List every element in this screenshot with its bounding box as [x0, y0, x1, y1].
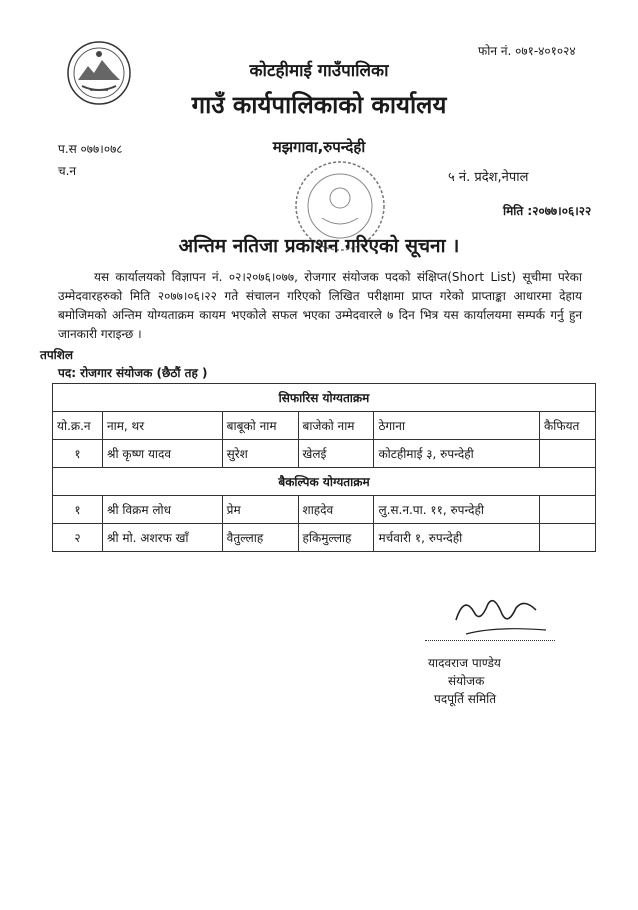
handwritten-signature-icon	[446, 590, 556, 645]
row-number: १	[53, 496, 103, 524]
remarks	[540, 440, 596, 468]
office-title: गाउँ कार्यपालिकाको कार्यालय	[191, 91, 447, 119]
reference-number: प.स ०७७।०७८	[58, 142, 123, 156]
signer-role: संयोजक	[448, 674, 485, 688]
column-header: यो.क्र.न	[53, 412, 103, 440]
address: मर्चवारी १, रुपन्देही	[374, 524, 540, 552]
signature-line	[425, 640, 555, 641]
notice-date: मिति :२०७७।०६।२२	[503, 204, 592, 218]
remarks	[540, 496, 596, 524]
table-row	[53, 496, 596, 524]
father-name: वैतुल्लाह	[222, 524, 298, 552]
remarks	[540, 524, 596, 552]
province: ५ नं. प्रदेश,नेपाल	[448, 170, 529, 185]
grandfather-name: हकिमुल्लाह	[298, 524, 374, 552]
father-name: प्रेम	[222, 496, 298, 524]
column-header: ठेगाना	[374, 412, 540, 440]
table-row	[53, 440, 596, 468]
office-name: कोटहीमाई गाउँपालिका	[249, 61, 389, 81]
column-header: नाम, थर	[102, 412, 222, 440]
details-label: तपशिल	[40, 348, 74, 362]
signer-name: यादवराज पाण्डेय	[428, 656, 501, 670]
committee-name: पदपूर्ति समिति	[434, 692, 497, 706]
alternate-heading: बैकल्पिक योग्यताक्रम	[53, 468, 596, 496]
row-number: १	[53, 440, 103, 468]
table-header-row	[53, 412, 596, 440]
notice-body: यस कार्यालयको विज्ञापन नं. ०२।२०७६।०७७, रोजगार संयोजक पदको संक्षिप्त(Short List) सूचीमा परेका उम्मेदवारहरुको मिति २०७७।०६।२२ गते संचालन गरिएको लिखित परीक्षामा प्राप्त गरेको प्राप्ताङ्का आधारमा देहाय बमोजिमको अन्तिम योग्यताक्रम कायम भएकोले सफल भएका उम्मेदवारले ७ दिन भित्र यस कार्यालयमा सम्पर्क गर्नु हुन जानकारी गराइन्छ ।	[58, 270, 582, 341]
alternate-heading-row	[53, 468, 596, 496]
column-header: बाजेको नाम	[298, 412, 374, 440]
grandfather-name: खेलई	[298, 440, 374, 468]
recommended-heading-row	[53, 384, 596, 412]
candidate-name: श्री मो. अशरफ खाँ	[102, 524, 222, 552]
notice-title: अन्तिम नतिजा प्रकाशन गरिएको सूचना ।	[178, 235, 460, 257]
row-number: २	[53, 524, 103, 552]
table-row	[53, 524, 596, 552]
column-header: बाबूको नाम	[222, 412, 298, 440]
address: लु.स.न.पा. ११, रुपन्देही	[374, 496, 540, 524]
grandfather-name: शाहदेव	[298, 496, 374, 524]
recommended-heading: सिफारिस योग्यताक्रम	[53, 384, 596, 412]
father-name: सुरेश	[222, 440, 298, 468]
result-table	[52, 383, 596, 552]
candidate-name: श्री कृष्ण यादव	[102, 440, 222, 468]
office-location: मझगावा,रुपन्देही	[272, 138, 366, 156]
dispatch-number: च.न	[58, 164, 77, 178]
address: कोटहीमाई ३, रुपन्देही	[374, 440, 540, 468]
post-label: पद: रोजगार संयोजक (छैठौं तह )	[58, 366, 208, 380]
column-header: कैफियत	[540, 412, 596, 440]
phone-number: फोन नं. ०७१-४०१०२४	[478, 44, 576, 58]
candidate-name: श्री विक्रम लोध	[102, 496, 222, 524]
